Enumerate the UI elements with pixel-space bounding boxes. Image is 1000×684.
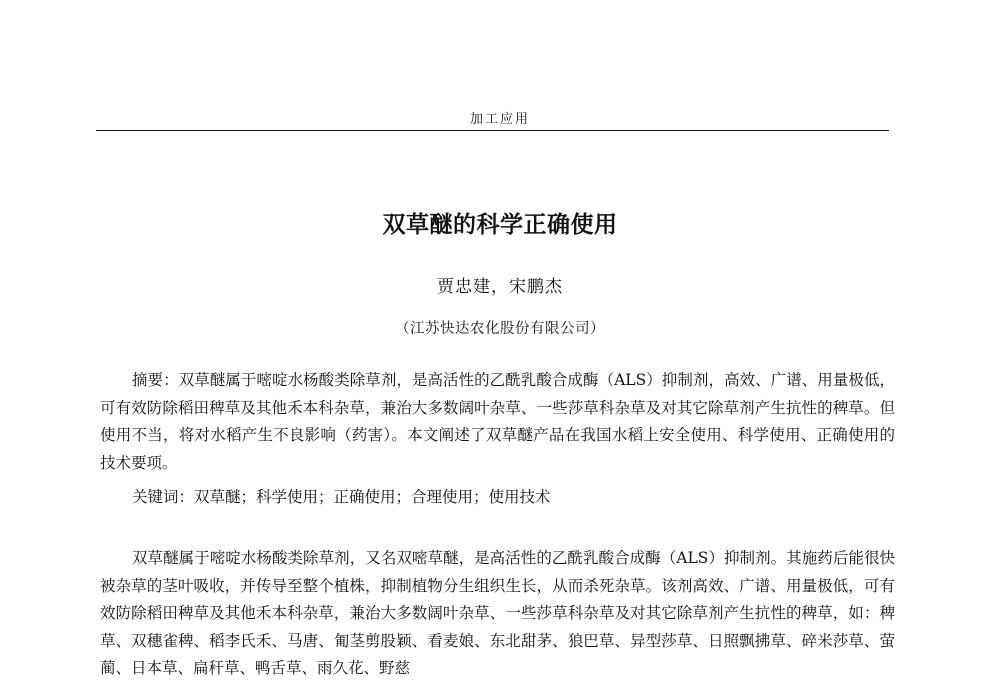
body-paragraph: 双草醚属于嘧啶水杨酸类除草剂，又名双嘧草醚，是高活性的乙酰乳酸合成酶（ALS）抑制剂。其施药后能很快被杂草的茎叶吸收，并传导至整个植株，抑制植物分生组织生长，从而杀死杂草。该剂高效、广谱、用量极低，可有效防除稻田稗草及其他禾本科杂草，兼治大多数阔叶杂草、一些莎草科杂草及对其它除草剂产生抗性的稗草，如：稗草、双穗雀稗、稻李氏禾、马唐、匍茎剪股颖、看麦娘、东北甜茅、狼巴草、异型莎草、日照飘拂草、碎米莎草、萤蔺、日本草、扁秆草、鸭舌草、雨久花、野慈: [100, 549, 895, 677]
header-divider: [96, 130, 889, 131]
article-title: 双草醚的科学正确使用: [382, 211, 618, 238]
article-authors: 贾忠建，宋鹏杰: [437, 277, 563, 297]
abstract-paragraph: 摘要：双草醚属于嘧啶水杨酸类除草剂，是高活性的乙酰乳酸合成酶（ALS）抑制剂，高效、广谱、用量极低，可有效防除稻田稗草及其他禾本科杂草，兼治大多数阔叶杂草、一些莎草科杂草及对其它除草剂产生抗性的稗草。但使用不当，将对水稻产生不良影响（药害）。本文阐述了双草醚产品在我国水稻上安全使用、科学使用、正确使用的技术要项。: [100, 371, 895, 472]
section-header-label: 加工应用: [469, 112, 530, 127]
keywords-line: 关键词：双草醚；科学使用；正确使用；合理使用；使用技术: [132, 488, 551, 506]
article-affiliation: （江苏快达农化股份有限公司）: [395, 321, 605, 337]
